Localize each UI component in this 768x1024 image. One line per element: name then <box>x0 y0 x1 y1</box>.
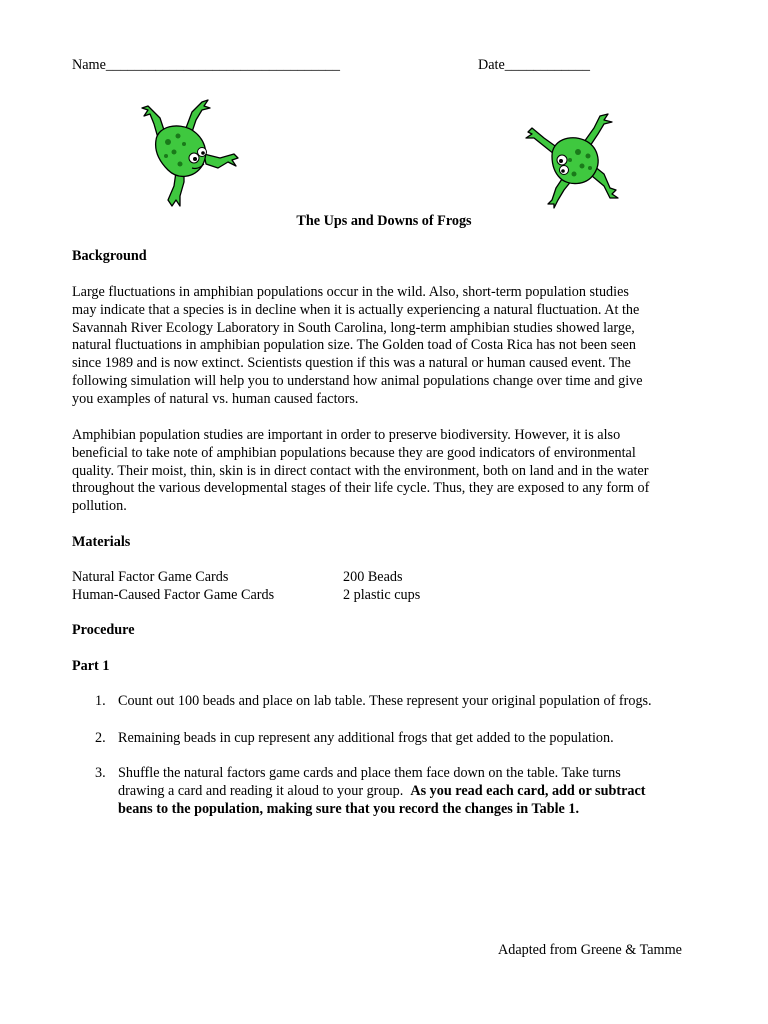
text-line: Large fluctuations in amphibian populations occur in the wild. Also, short-term population studies <box>72 284 629 300</box>
emphasis-text: beans to the population, making sure that you record the changes in Table 1. <box>118 800 580 817</box>
text-line: may indicate that a species is in decline when it is actually experiencing a natural fluctuation. At the <box>72 301 640 318</box>
text-line <box>118 783 708 801</box>
step-text <box>118 765 708 818</box>
text-line: since 1989 and is now extinct. Scientists question if this was a natural or human caused event. The <box>72 355 631 372</box>
step-text <box>118 693 708 711</box>
text-line: Savannah River Ecology Laboratory in South Carolina, long-term amphibian studies showed large, <box>72 319 635 336</box>
date-field-line: Date____________ <box>478 57 590 73</box>
text-line: Remaining beads in cup represent any additional frogs that get added to the population. <box>118 730 614 746</box>
frog-illustration-left <box>138 98 242 210</box>
plain-text: drawing a card and reading it aloud to your group. <box>118 782 411 799</box>
background-heading: Background <box>72 248 147 264</box>
name-field-line: Name_________________________________ <box>72 57 340 73</box>
procedure-heading: Procedure <box>72 622 135 638</box>
materials-item: 200 Beads <box>343 569 403 585</box>
materials-heading: Materials <box>72 534 131 550</box>
background-paragraph-2 <box>72 427 702 516</box>
step-text <box>118 730 708 748</box>
text-line: Amphibian population studies are important in order to preserve biodiversity. However, it is also <box>72 427 621 443</box>
text-line: beneficial to take note of amphibian populations because they are good indicators of environmental <box>72 444 636 461</box>
materials-item: Natural Factor Game Cards <box>72 569 229 585</box>
frog-illustration-right <box>524 108 622 210</box>
document-title: The Ups and Downs of Frogs <box>296 213 472 229</box>
materials-item: Human-Caused Factor Game Cards <box>72 587 275 603</box>
text-line: following simulation will help you to understand how animal populations change over time and give <box>72 372 643 389</box>
text-line: you examples of natural vs. human caused factors. <box>72 390 359 407</box>
text-line: Count out 100 beads and place on lab table. These represent your original population of frogs. <box>118 693 652 709</box>
text-line: pollution. <box>72 498 127 515</box>
step-number: 1. <box>95 693 106 709</box>
text-line: quality. Their moist, thin, skin is in direct contact with the environment, both on land and in the water <box>72 462 649 479</box>
text-line: Shuffle the natural factors game cards and place them face down on the table. Take turns <box>118 765 621 781</box>
emphasis-text: As you read each card, add or subtract <box>410 782 646 799</box>
text-line: throughout the various developmental stages of their life cycle. Thus, they are exposed to any form of <box>72 480 650 497</box>
text-line: natural fluctuations in amphibian population size. The Golden toad of Costa Rica has not been seen <box>72 337 636 354</box>
part-heading: Part 1 <box>72 658 110 674</box>
step-number: 3. <box>95 765 106 781</box>
footer-attribution: Adapted from Greene & Tamme <box>498 942 682 958</box>
background-paragraph-1 <box>72 284 702 409</box>
step-number: 2. <box>95 730 106 746</box>
materials-item: 2 plastic cups <box>343 587 421 603</box>
